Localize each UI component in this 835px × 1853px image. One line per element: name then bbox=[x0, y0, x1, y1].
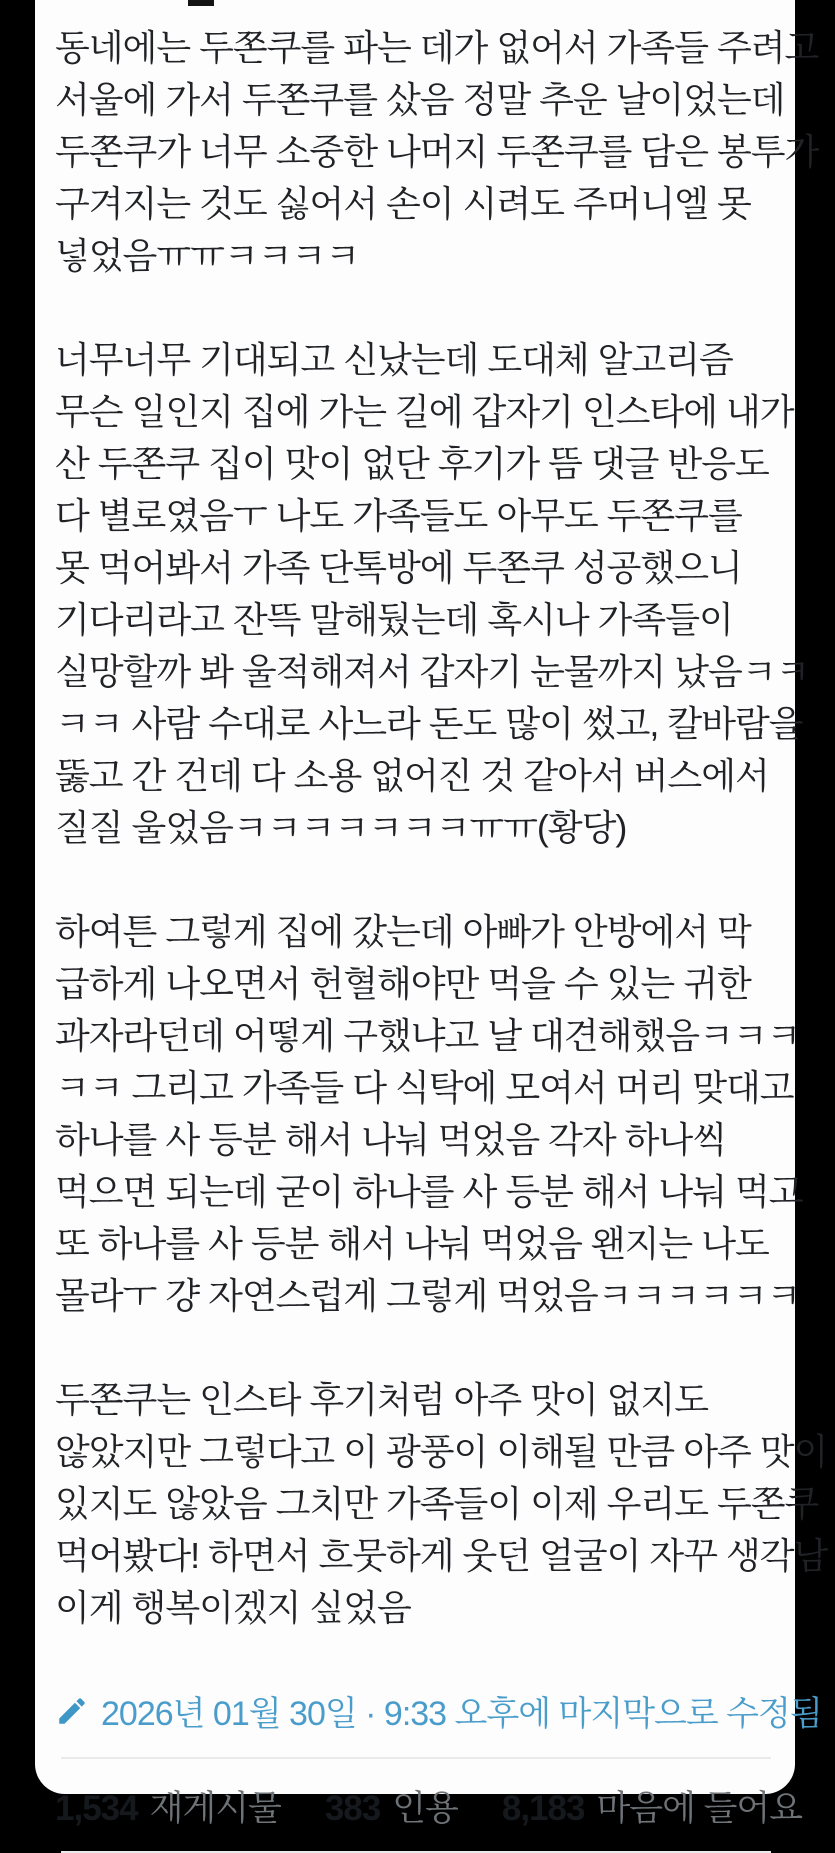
text-line: 두쫀쿠는 인스타 후기처럼 아주 맛이 없지도 bbox=[55, 1379, 708, 1420]
repost-stat[interactable] bbox=[55, 1781, 281, 1831]
repost-count: 1,534 bbox=[55, 1789, 138, 1828]
text-line: 넣었음ㅠㅠㅋㅋㅋㅋ bbox=[55, 235, 359, 276]
text-line: 기다리라고 잔뜩 말해뒀는데 혹시나 가족들이 bbox=[55, 599, 733, 640]
post-paragraph-4 bbox=[55, 1374, 828, 1634]
text-line: 실망할까 봐 울적해져서 갑자기 눈물까지 났음ㅋㅋ bbox=[55, 651, 810, 692]
edited-timestamp-text: 2026년 01월 30일 · 9:33 오후에 마지막으로 수정됨 bbox=[101, 1695, 822, 1733]
text-line: 무슨 일인지 집에 가는 길에 갑자기 인스타에 내가 bbox=[55, 391, 794, 432]
text-line: 몰라ㅜ 걍 자연스럽게 그렇게 먹었음ㅋㅋㅋㅋㅋㅋ bbox=[55, 1275, 801, 1316]
text-line: 다 별로였음ㅜ 나도 가족들도 아무도 두쫀쿠를 bbox=[55, 495, 742, 536]
text-line: 산 두쫀쿠 집이 맛이 없단 후기가 뜸 댓글 반응도 bbox=[55, 443, 769, 484]
text-line: ㅋㅋ 사람 수대로 사느라 돈도 많이 썼고, 칼바람을 bbox=[55, 703, 803, 744]
screen-panel bbox=[35, 0, 828, 1828]
like-stat[interactable] bbox=[502, 1781, 802, 1831]
text-line: 먹어봤다! 하면서 흐뭇하게 웃던 얼굴이 자꾸 생각남 bbox=[55, 1535, 828, 1576]
edited-timestamp[interactable] bbox=[55, 1686, 822, 1735]
text-line: 또 하나를 사 등분 해서 나눠 먹었음 왠지는 나도 bbox=[55, 1223, 769, 1264]
quote-stat[interactable] bbox=[325, 1781, 458, 1831]
text-line: 있지도 않았음 그치만 가족들이 이제 우리도 두쫀쿠 bbox=[55, 1483, 819, 1524]
text-line: 구겨지는 것도 싫어서 손이 시려도 주머니엘 못 bbox=[55, 183, 751, 224]
like-count: 8,183 bbox=[501, 1789, 585, 1828]
like-label: 마음에 들어요 bbox=[596, 1789, 803, 1828]
text-line: 서울에 가서 두쫀쿠를 샀음 정말 추운 날이었는데 bbox=[55, 79, 785, 120]
text-line: 하여튼 그렇게 집에 갔는데 아빠가 안방에서 막 bbox=[55, 911, 751, 952]
repost-label: 재게시물 bbox=[149, 1789, 281, 1828]
text-line: 하나를 사 등분 해서 나눠 먹었음 각자 하나씩 bbox=[55, 1119, 726, 1160]
text-line: 질질 울었음ㅋㅋㅋㅋㅋㅋㅋㅠㅠ(황당) bbox=[55, 807, 627, 848]
text-line: 너무너무 기대되고 신났는데 도대체 알고리즘 bbox=[55, 339, 733, 380]
post-paragraph-3 bbox=[55, 906, 803, 1322]
text-line: 이게 행복이겠지 싶었음 bbox=[55, 1587, 411, 1628]
text-line: 못 먹어봐서 가족 단톡방에 두쫀쿠 성공했으니 bbox=[55, 547, 742, 588]
pencil-icon bbox=[55, 1694, 89, 1728]
text-line: ㅋㅋ 그리고 가족들 다 식탁에 모여서 머리 맞대고 bbox=[55, 1067, 794, 1108]
top-clipped-text-fragment bbox=[188, 0, 214, 6]
post-paragraph-1 bbox=[55, 22, 819, 282]
text-line: 급하게 나오면서 헌혈해야만 먹을 수 있는 귀한 bbox=[55, 963, 751, 1004]
text-line: 두쫀쿠가 너무 소중한 나머지 두쫀쿠를 담은 봉투가 bbox=[55, 131, 819, 172]
text-line: 먹으면 되는데 굳이 하나를 사 등분 해서 나눠 먹고 bbox=[55, 1171, 803, 1212]
text-line: 뚫고 간 건데 다 소용 없어진 것 같아서 버스에서 bbox=[55, 755, 769, 796]
stats-bar bbox=[55, 1759, 803, 1831]
quote-count: 383 bbox=[324, 1789, 381, 1828]
post-paragraph-2 bbox=[55, 334, 810, 854]
text-line: 동네에는 두쫀쿠를 파는 데가 없어서 가족들 주려고 bbox=[55, 27, 819, 68]
text-line: 과자라던데 어떻게 구했냐고 날 대견해했음ㅋㅋㅋ bbox=[55, 1015, 801, 1056]
post-body bbox=[35, 0, 828, 1853]
quote-label: 인용 bbox=[392, 1789, 458, 1828]
text-line: 않았지만 그렇다고 이 광풍이 이해될 만큼 아주 맛이 bbox=[55, 1431, 828, 1472]
